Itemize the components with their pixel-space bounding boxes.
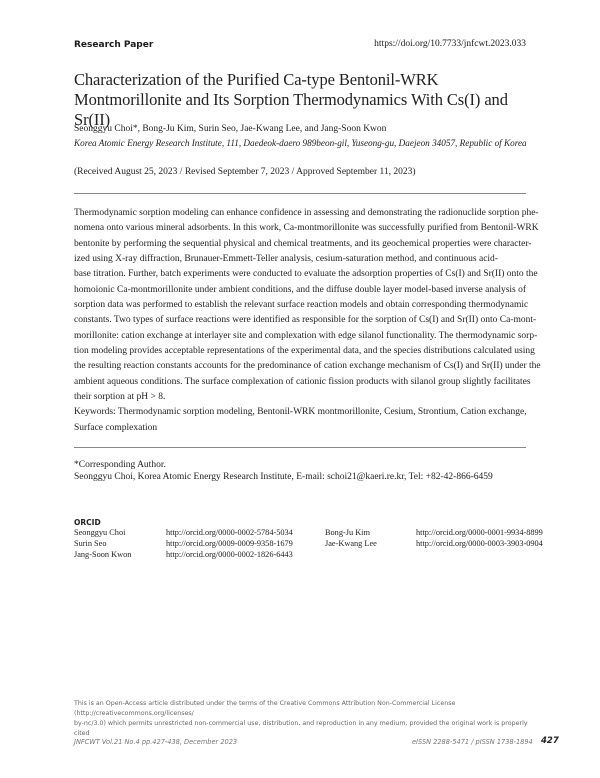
abstract-line: tion modeling provides acceptable representations of the experimental data, and the species distributions calculated using <box>74 346 535 357</box>
orcid-name: Jang-Soon Kwon <box>74 550 132 559</box>
license-line: by-nc/3.0) which permits unrestricted non-commercial use, distribution, and reproduction in any medium, provided the original work is properly cited <box>74 720 528 737</box>
orcid-link[interactable]: http://orcid.org/0000-0002-5784-5034 <box>166 528 293 537</box>
abstract-line: ambient aqueous conditions. The surface complexation of cationic fission products with silanol group slightly facilitates <box>74 376 531 387</box>
orcid-heading: ORCID <box>74 518 101 527</box>
abstract-line: their sorption at pH > 8. <box>74 392 166 403</box>
abstract <box>74 206 541 405</box>
abstract-line: ized using X-ray diffraction, Brunauer-Emmett-Teller analysis, cesium-saturation method, and continuous acid- <box>74 254 498 265</box>
section-label: Research Paper <box>74 40 154 50</box>
received-dates: (Received August 25, 2023 / Revised September 7, 2023 / Approved September 11, 2023) <box>74 167 416 177</box>
orcid-name: Jae-Kwang Lee <box>325 539 377 548</box>
divider-bottom <box>74 447 526 448</box>
orcid-link[interactable]: http://orcid.org/0000-0003-3903-0904 <box>416 539 543 548</box>
orcid-name: Seonggyu Choi <box>74 528 126 537</box>
keywords-line: Surface complexation <box>74 422 158 433</box>
journal-citation: JNFCWT Vol.21 No.4 pp.427-438, December 2023 <box>74 738 238 746</box>
keywords-line: Keywords: Thermodynamic sorption modeling, Bentonil-WRK montmorillonite, Cesium, Strontium, Cation exchange, <box>74 407 527 417</box>
abstract-line: bentonite by performing the sequential physical and chemical treatments, and its geochemical properties were character- <box>74 238 532 249</box>
license-note <box>74 699 534 739</box>
corresponding-author-label: *Corresponding Author. <box>74 460 166 470</box>
orcid-link[interactable]: http://orcid.org/0000-0002-1826-6443 <box>166 550 293 559</box>
abstract-line: constants. Two types of surface reactions were identified as responsible for the sorption of Cs(I) and Sr(II) onto Ca-mont- <box>74 315 537 326</box>
abstract-line: base titration. Further, batch experiments were conducted to evaluate the adsorption properties of Cs(I) and Sr(II) onto the <box>74 269 538 280</box>
orcid-name: Surin Seo <box>74 539 107 548</box>
abstract-line: nomena onto various mineral adsorbents. In this work, Ca-montmorillonite was successfully purified from Bentonil-WRK <box>74 223 539 234</box>
divider-top <box>74 193 526 194</box>
page-number: 427 <box>541 736 559 746</box>
keywords <box>74 405 534 436</box>
affiliation: Korea Atomic Energy Research Institute, 111, Daedeok-daero 989beon-gil, Yuseong-gu, Daejeon 34057, Republic of Korea <box>74 138 527 148</box>
orcid-link[interactable]: http://orcid.org/0009-0009-9358-1679 <box>166 539 293 548</box>
abstract-line: morillonite: cation exchange at interlayer site and complexation with edge silanol functionality. The thermodynamic sorp- <box>74 330 538 341</box>
license-line: This is an Open-Access article distributed under the terms of the Creative Commons Attribution Non-Commercial License (http://creativecommons.org/licenses/ <box>74 700 456 717</box>
issn: eISSN 2288-5471 / pISSN 1738-1894 <box>412 738 533 746</box>
author-list: Seonggyu Choi*, Bong-Ju Kim, Surin Seo, Jae-Kwang Lee, and Jang-Soon Kwon <box>74 124 387 134</box>
abstract-line: Thermodynamic sorption modeling can enhance confidence in assessing and demonstrating the radionuclide sorption phe- <box>74 208 539 218</box>
orcid-name: Bong-Ju Kim <box>325 528 370 537</box>
abstract-line: the resulting reaction constants accounts for the predominance of cation exchange mechanism of Cs(I) and Sr(II) under the <box>74 361 541 372</box>
corresponding-author-details: Seonggyu Choi, Korea Atomic Energy Research Institute, E-mail: schoi21@kaeri.re.kr, Tel: +82-42-866-6459 <box>74 472 493 482</box>
abstract-line: homoionic Ca-montmorillonite under ambient conditions, and the diffuse double layer model-based inverse analysis of <box>74 284 527 295</box>
article-title: Characterization of the Purified Ca-type Bentonil-WRK Montmorillonite and Its Sorption Thermodynamics With Cs(I) and Sr(II) <box>74 70 508 129</box>
orcid-link[interactable]: http://orcid.org/0000-0001-9934-8899 <box>416 528 543 537</box>
doi-link[interactable]: https://doi.org/10.7733/jnfcwt.2023.033 <box>374 39 526 49</box>
abstract-line: sorption data was performed to establish the relevant surface reaction models and obtain corresponding thermodynamic <box>74 300 529 311</box>
